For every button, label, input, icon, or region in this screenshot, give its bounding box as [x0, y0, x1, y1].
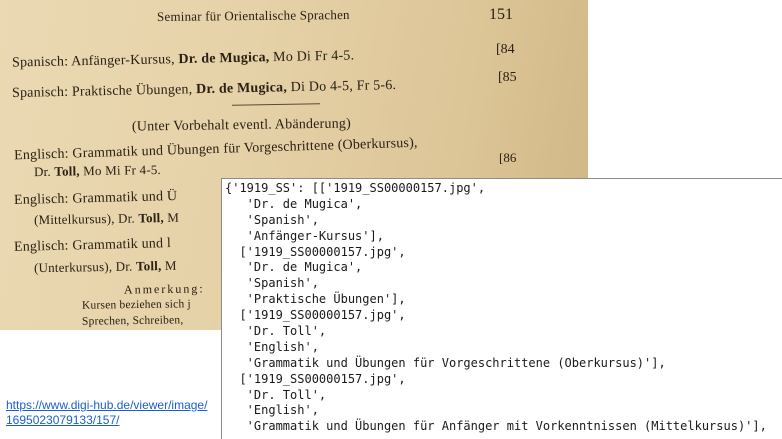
code-line: 'English', — [225, 339, 319, 354]
scan-line-9: (Unterkursus), Dr. Toll, M — [33, 257, 177, 276]
code-output-panel — [221, 178, 782, 439]
code-line: 'Dr. Toll', — [225, 387, 327, 402]
code-line: 'Dr. de Mugica', — [225, 260, 363, 275]
divider-rule — [232, 103, 320, 106]
code-line: ['1919_SS00000157.jpg', — [225, 244, 406, 259]
source-link[interactable]: https://www.digi-hub.de/viewer/image/1695023079133/157/ — [6, 398, 208, 427]
scan-line-4: Englisch: Grammatik und Übungen für Vorgeschrittene (Oberkursus), — [13, 135, 418, 164]
scan-line-3: (Unter Vorbehalt eventl. Abänderung) — [131, 116, 352, 135]
page-header: Seminar für Orientalische Sprachen — [156, 6, 350, 25]
code-line: 'English', — [225, 403, 319, 418]
code-line: ['1919_SS00000157.jpg', — [225, 371, 406, 386]
scan-line-11: Kursen beziehen sich j — [81, 298, 191, 312]
code-line: 'Spanish', — [225, 276, 319, 291]
scan-line-6: Englisch: Grammatik und Ü — [13, 189, 178, 208]
code-line: 'Grammatik und Übungen für Vorgeschrittene (Oberkursus)'], — [225, 355, 666, 370]
code-line: 'Spanish', — [225, 212, 319, 227]
scan-line-1: Spanisch: Anfänger-Kursus, Dr. de Mugica, Mo Di Fr 4-5. — [11, 48, 355, 71]
note-heading: Anmerkung: — [123, 281, 205, 297]
code-line: {'1919_SS': [['1919_SS00000157.jpg', — [225, 181, 486, 195]
page-number: 151 — [489, 6, 513, 23]
scan-line-7: (Mittelkursus), Dr. Toll, M — [33, 209, 180, 228]
code-line: 'Praktische Übungen'], — [225, 292, 406, 307]
course-ref-84: [84 — [496, 42, 515, 57]
scan-line-2: Spanisch: Praktische Übungen, Dr. de Mugica, Di Do 4-5, Fr 5-6. — [11, 77, 397, 102]
code-line: 'Dr. de Mugica', — [225, 196, 363, 211]
code-line: ['1919_SS00000157.jpg', — [225, 308, 406, 323]
scan-line-12: Sprechen, Schreiben, — [81, 314, 184, 328]
scan-line-5: Dr. Toll, Mo Mi Fr 4-5. — [33, 161, 162, 180]
code-line: 'Anfänger-Kursus'], — [225, 228, 384, 243]
code-line: 'Grammatik und Übungen für Anfänger mit Vorkenntnissen (Mittelkursus)'], — [225, 419, 767, 434]
course-ref-86: [86 — [499, 150, 517, 165]
course-ref-85: [85 — [498, 70, 517, 85]
scan-line-8: Englisch: Grammatik und l — [13, 236, 172, 255]
code-line: 'Dr. Toll', — [225, 324, 327, 339]
